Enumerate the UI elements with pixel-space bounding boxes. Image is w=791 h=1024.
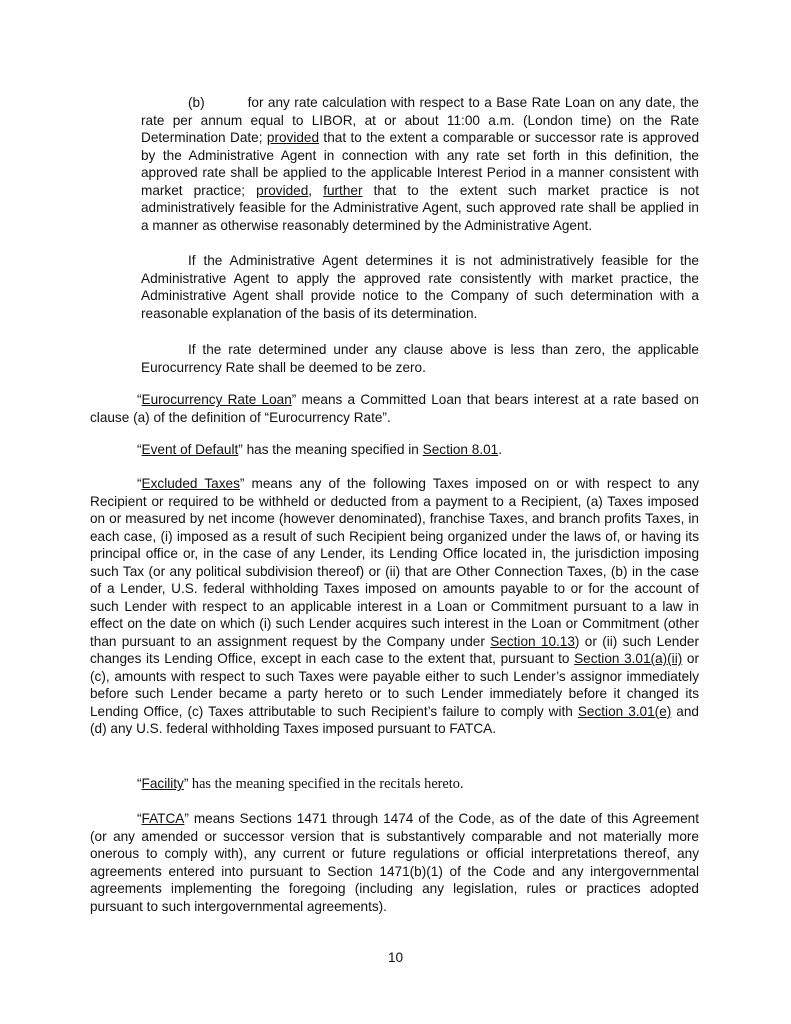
page-number: 10 — [387, 950, 404, 965]
further-term: further — [323, 182, 363, 198]
defined-term: Event of Default — [141, 442, 239, 457]
definition-excluded-taxes: “Excluded Taxes” means any of the following Taxes imposed on or with respect to any Recipient or required to be withheld or deducted from a payment to a Recipient, (a) Taxes imposed on or measured by net income (however denominated), franchise Taxes, and branch profits Taxes, in each case, (i) imposed as a result of such Recipient being organized under the laws of, or having its principal office or, in the case of any Lender, its Lending Office located in, the jurisdiction imposing such Tax (or any political subdivision thereof) or (ii) that are Other Connection Taxes, (b) in the case of a Lender, U.S. federal withholding Taxes imposed on amounts payable to or for the account of such Lender with respect to an applicable interest in a Loan or Commitment pursuant to a law in effect on the date on which (i) such Lender acquires such interest in the Loan or Commitment (other than pursuant to an assignment request by the Company under Section 10.13) or (ii) such Lender changes its Lending Office, except in each case to the extent that, pursuant to Section 3.01(a)(ii) or (c), amounts with respect to such Taxes were payable either to such Lender’s assignor immediately before such Lender became a party hereto or to such Lender immediately before it changed its Lending Office, (c) Taxes attributable to such Recipient’s failure to comply with Section 3.01(e) and (d) any U.S. federal withholding Taxes imposed pursuant to FATCA. — [90, 476, 700, 736]
admin-feasibility-paragraph: If the Administrative Agent determines it is not administratively feasible for the Administrative Agent to apply the approved rate consistently with market practice, the Administrative Agent shall provide notice to the Company of such determination with a reasonable explanation of the basis of its determination. — [141, 253, 699, 321]
definition-fatca: “FATCA” means Sections 1471 through 1474 of the Code, as of the date of this Agreement (or any amended or successor version that is substantively comparable and not materially more onerous to comply with), any current or future regulations or official interpretations thereof, any agreements entered into pursuant to Section 1471(b)(1) of the Code and any intergovernmental agreements implementing the foregoing (including any legislation, rules or practices adopted pursuant to such intergovernmental agreements). — [90, 811, 699, 914]
definition-eurocurrency-rate-loan: “Eurocurrency Rate Loan” means a Committed Loan that bears interest at a rate based on clause (a) of the definition of “Eurocurrency Rate”. — [90, 392, 699, 425]
clause-b-paragraph: (b) for any rate calculation with respect to a Base Rate Loan on any date, the rate per annum equal to LIBOR, at or about 11:00 a.m. (London time) on the Rate Determination Date; provided that to the extent a comparable or successor rate is approved by the Administrative Agent in connection with any rate set forth in this definition, the approved rate shall be applied to the applicable Interest Period in a manner consistent with market practice; provided, further that to the extent such market practice is not administratively feasible for the Administrative Agent, such approved rate shall be applied in a manner as otherwise reasonably determined by the Administrative Agent. — [141, 95, 700, 233]
defined-term: Excluded Taxes — [141, 476, 240, 491]
zero-floor-paragraph: If the rate determined under any clause above is less than zero, the applicable Eurocurrency Rate shall be deemed to be zero. — [141, 342, 699, 375]
section-reference: Section 3.01(e) — [577, 703, 672, 719]
clause-b-label: (b) — [188, 95, 205, 110]
definition-event-of-default: “Event of Default” has the meaning specified in Section 8.01. — [137, 442, 503, 457]
definition-facility: “Facility” has the meaning specified in the recitals hereto. — [137, 776, 464, 792]
section-reference: Section 3.01(a)(ii) — [574, 651, 683, 666]
defined-term: Facility — [141, 776, 184, 791]
section-reference: Section 10.13 — [490, 633, 575, 649]
provided-term: provided — [256, 182, 309, 198]
provided-term: provided — [266, 130, 320, 145]
defined-term: FATCA — [141, 811, 185, 826]
defined-term: Eurocurrency Rate Loan — [141, 392, 292, 407]
section-reference: Section 8.01 — [422, 442, 499, 457]
